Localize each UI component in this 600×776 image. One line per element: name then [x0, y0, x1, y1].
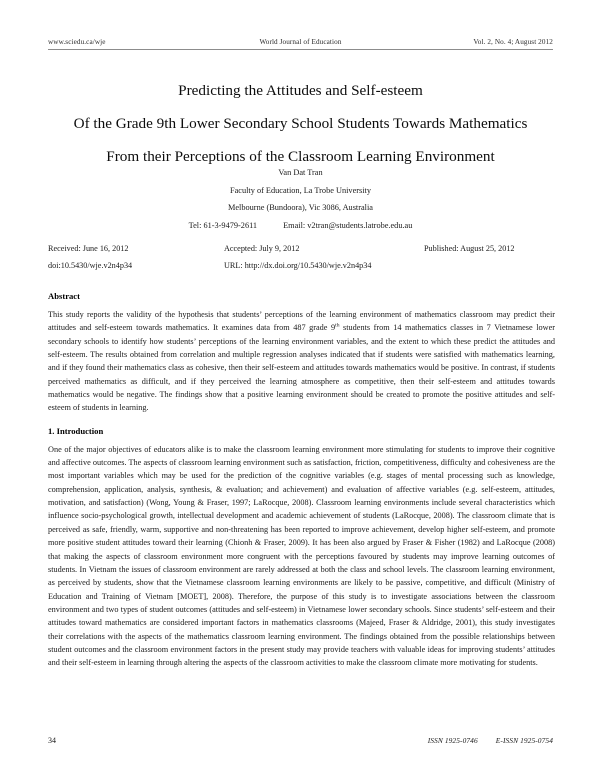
author-email: Email: v2tran@students.latrobe.edu.au	[283, 220, 413, 230]
issn-print: ISSN 1925-0746	[427, 736, 478, 745]
author-contact-row	[48, 217, 553, 235]
title-line-1: Predicting the Attitudes and Self-esteem	[178, 82, 423, 99]
introduction-heading: 1. Introduction	[48, 425, 104, 436]
title-line-3: From their Perceptions of the Classroom Learning Environment	[106, 148, 495, 165]
paper-body	[48, 290, 555, 670]
author-block	[48, 164, 553, 234]
received-date: Received: June 16, 2012	[48, 244, 129, 253]
title-line-2: Of the Grade 9th Lower Secondary School Students Towards Mathematics	[73, 115, 528, 132]
published-date: Published: August 25, 2012	[424, 244, 515, 253]
author-affiliation: Faculty of Education, La Trobe University	[229, 185, 372, 195]
accepted-date: Accepted: July 9, 2012	[224, 244, 300, 253]
page-number: 34	[48, 736, 56, 745]
volume-issue-date: Vol. 2, No. 4; August 2012	[473, 38, 553, 46]
paper-title	[48, 74, 553, 173]
author-address: Melbourne (Bundoora), Vic 3086, Australia	[228, 203, 373, 212]
publication-metadata	[48, 240, 553, 274]
author-telephone: Tel: 61-3-9479-2611	[188, 220, 258, 230]
metadata-dates-row	[48, 240, 553, 257]
journal-name: World Journal of Education	[259, 38, 342, 46]
doi-url[interactable]: URL: http://dx.doi.org/10.5430/wje.v2n4p34	[224, 261, 372, 270]
abstract-text-part-2: students from 14 mathematics classes in 7 Vietnamese lower secondary schools to identify how students’ perceptions of the learning environment variables, and the extent to which these predict the attitudes and self-esteem. The results obtained from correlation and multiple regression analyses indicated that if students were satisfied with mathematics learning, and if they found their mathematics class as cohesive, then their self-esteem and attitudes towards mathematics would be positive. In contrast, if students perceived mathematics as difficult, and if they perceived the learning atmosphere as competitive, then their self-esteem and attitudes towards mathematics would be negative. The findings show that a positive learning environment should be created to promote the positive attitudes and self-esteem of students in learning.	[48, 323, 555, 413]
issn-electronic: E-ISSN 1925-0754	[495, 736, 553, 745]
issn-block	[301, 736, 554, 745]
metadata-doi-row	[48, 257, 553, 274]
page-footer	[48, 736, 553, 745]
introduction-paragraph: One of the major objectives of educators alike is to make the classroom learning environment more stimulating for students to improve their cognitive and affective outcomes. The aspects of classroom learning environment such as satisfaction, friction, competitiveness, difficulty and cohesiveness are the most important variables which may be used for the prediction of the cognitive variables (e.g. stages of mental processing such as knowledge, comprehension, application, analysis, synthesis, & evaluation; and achievement) and evaluation of affective variables (e.g. self-esteem, attitudes, motivation, and satisfaction) (Wong, Young & Fraser, 1997; LaRocque, 2008). Classroom learning environments include several characteristics which influence socio-psychological growth, intellectual development and academic achievement of students (LaRocque, 2008). The classroom climate that is perceived as safe, friendly, warm, supportive and non-threatening has been reported to improve achievement, develop higher self-esteem, and promote more positive student attitudes toward their learning (Chionh & Fraser, 2009). It has been also argued by Fraser & Fisher (1982) and LaRocque (2008) that making the aspects of classroom environment more congruent with the perceptions favoured by students may improve learning outcomes of students. In Vietnam the issues of classroom environment are rarely addressed at both the class and school levels. The classroom learning environment, as perceived by students, show that the Vietnamese classroom learning environments are likely to be passive, competitive, and difficult (Ministry of Education and Training of Vietnam [MOET], 2008). Therefore, the purpose of this study is to investigate associations between the classroom environment and two types of student outcomes (attitudes and self-esteem) in Vietnamese lower secondary schools. Since students’ self-esteem and their attitudes toward mathematics are considered important factors in mathematics classrooms (Majeed, Fraser & Aldridge, 2001), this study investigates their correlations with the aspects of the mathematics classroom learning environment. The findings obtained from the possible relationships between student outcomes and the classroom environment factors in the present study may provide teachers with valuable ideas for improving students’ attitudes and their self-esteem in learning through altering the aspects of the classroom activities to make the classroom climate more motivating for students.	[48, 444, 555, 668]
abstract-text-part-1: This study reports the validity of the hypothesis that students’ perceptions of the learning environment of mathematics classroom may predict their attitudes and self-esteem towards mathematics. It examines data from 487 grade 9	[48, 310, 555, 333]
abstract-heading: Abstract	[48, 291, 80, 301]
journal-website-url: www.sciedu.ca/wje	[48, 38, 106, 46]
author-name: Van Dat Tran	[278, 168, 323, 177]
abstract-paragraph	[48, 308, 555, 415]
doi-text: doi:10.5430/wje.v2n4p34	[48, 261, 133, 270]
grade-ordinal-superscript: th	[335, 322, 340, 329]
running-head	[48, 38, 553, 50]
